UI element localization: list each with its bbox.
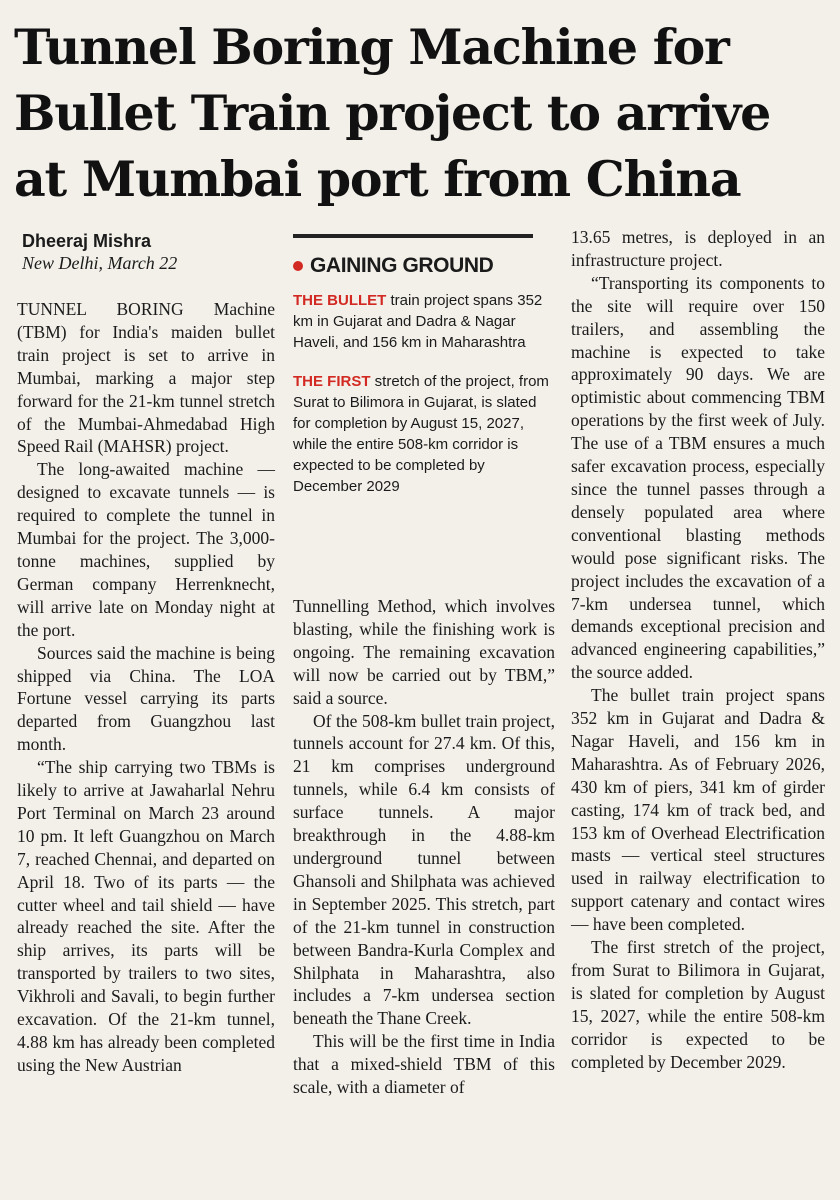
headline <box>14 14 826 212</box>
gaining-ground-sidebar <box>293 234 555 574</box>
dateline: New Delhi, March 22 <box>22 253 178 273</box>
headline-line: Bullet Train project to arrive <box>14 84 771 142</box>
article-paragraph: “The ship carrying two TBMs is likely to arrive at Jawaharlal Nehru Port Terminal on March 23 around 10 pm. It left Guangzhou on March 7, reached Chennai, and departed on April 18. Two of its parts — the cutter wheel and tail shield — have already reached the site. After the ship arrives, its parts will be transported by trailers to two sites, Vikhroli and Savali, to begin further excavation. Of the 21-km tunnel, 4.88 km has already been completed using the New Austrian <box>17 757 275 1075</box>
sidebar-item <box>293 371 555 497</box>
bullet-dot-icon <box>293 261 303 271</box>
article-paragraph: 13.65 metres, is deployed in an infrastructure project. <box>571 227 825 270</box>
article-paragraph: Tunnelling Method, which involves blasting, while the finishing work is ongoing. The remaining excavation will now be carried out by TBM,” said a source. <box>293 596 555 708</box>
sidebar-item <box>293 290 555 353</box>
article-paragraph: TUNNEL BORING Machine (TBM) for India's maiden bullet train project is set to arrive in Mumbai, marking a major step forward for the 21-km tunnel stretch of the Mumbai-Ahmedabad High Speed Rail (MAHSR) project. <box>17 299 275 457</box>
sidebar-kicker-text: GAINING GROUND <box>310 254 494 277</box>
headline-line: Tunnel Boring Machine for <box>14 18 729 76</box>
article-column-1 <box>17 298 275 1077</box>
sidebar-item-lead: THE BULLET <box>293 292 387 309</box>
sidebar-rule <box>293 234 533 238</box>
headline-line: at Mumbai port from China <box>14 150 741 208</box>
article-paragraph: The first stretch of the project, from Surat to Bilimora in Gujarat, is slated for completion by August 15, 2027, while the entire 508-km corridor is expected to be completed by December 2029. <box>571 937 825 1072</box>
article-paragraph: The bullet train project spans 352 km in Gujarat and Dadra & Nagar Haveli, and 156 km in Maharashtra. As of February 2026, 430 km of piers, 341 km of girder casting, 174 km of track bed, and 153 km of Overhead Electrification masts — vertical steel structures used in railway electrification to support catenary and contact wires — have been completed. <box>571 685 825 935</box>
article-column-2 <box>293 595 555 1099</box>
byline <box>22 230 177 274</box>
sidebar-item-lead: THE FIRST <box>293 373 371 390</box>
sidebar-item-text: train project spans 352 km in Gujarat and Dadra & Nagar Haveli, and 156 km in Maharashtra <box>293 292 543 351</box>
article-paragraph: “Transporting its components to the site will require over 150 trailers, and assembling the machine is expected to take approximately 90 days. We are optimistic about commencing TBM operations by the first week of July. The use of a TBM ensures a much safer excavation process, especially since the tunnel passes through a densely populated area where conventional blasting methods would pose significant risks. The project includes the excavation of a 7-km undersea tunnel, which demands exceptional precision and advanced engineering capabilities,” the source added. <box>571 272 825 683</box>
author-name: Dheeraj Mishra <box>22 231 152 251</box>
sidebar-item-text: stretch of the project, from Surat to Bilimora in Gujarat, is slated for completion by August 15, 2027, while the entire 508-km corridor is expected to be completed by December 2029 <box>293 373 549 495</box>
sidebar-kicker <box>293 254 555 278</box>
article-paragraph: The long-awaited machine — designed to excavate tunnels — is required to complete the tunnel in Mumbai for the project. The 3,000-tonne machines, supplied by German company Herrenknecht, will arrive late on Monday night at the port. <box>17 459 275 640</box>
article-paragraph: Of the 508-km bullet train project, tunnels account for 27.4 km. Of this, 21 km comprises underground tunnels, while 6.4 km consists of surface tunnels. A major breakthrough in the 4.88-km underground tunnel between Ghansoli and Shilphata was achieved in September 2025. This stretch, part of the 21-km tunnel in construction between Bandra-Kurla Complex and Shilphata in Maharashtra, also includes a 7-km undersea section beneath the Thane Creek. <box>293 710 555 1029</box>
article-column-3 <box>571 226 825 1074</box>
article-paragraph: Sources said the machine is being shipped via China. The LOA Fortune vessel carrying its parts departed from Guangzhou last month. <box>17 642 275 755</box>
article-paragraph: This will be the first time in India that a mixed-shield TBM of this scale, with a diameter of <box>293 1031 555 1098</box>
